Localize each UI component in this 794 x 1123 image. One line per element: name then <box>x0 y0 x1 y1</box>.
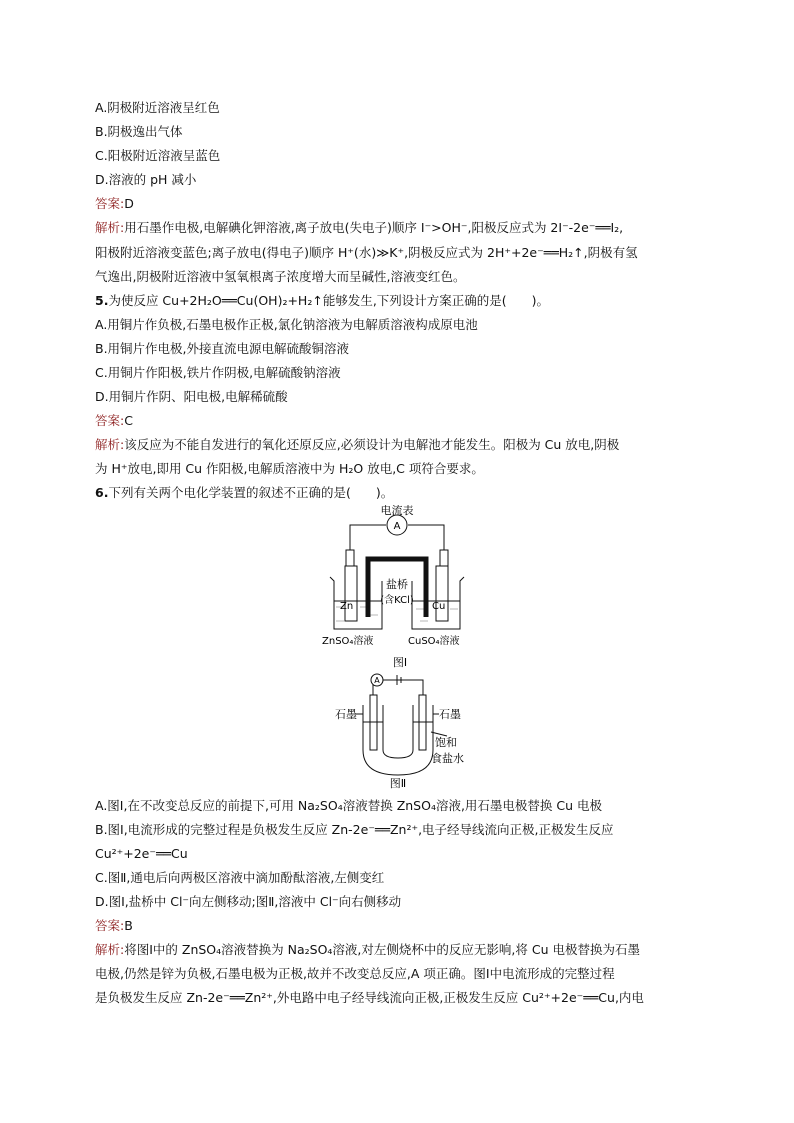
q6-answer <box>95 916 133 936</box>
q6-option-a: A.图Ⅰ,在不改变总反应的前提下,可用 Na₂SO₄溶液替换 ZnSO₄溶液,用石墨电极替换 Cu 电极 <box>95 798 603 813</box>
q6-option-b-cont: Cu²⁺+2e⁻══Cu <box>95 846 188 861</box>
q4-analysis-line-1 <box>95 218 623 238</box>
answer-value: D <box>124 196 134 211</box>
q6-stem <box>95 483 393 503</box>
q4-analysis-line-3: 气逸出,阴极附近溶液中氢氧根离子浓度增大而呈碱性,溶液变红色。 <box>95 269 466 284</box>
answer-label: 答案: <box>95 918 125 933</box>
ammeter-symbol: A <box>393 521 401 532</box>
q5-analysis-line-1 <box>95 435 619 455</box>
left-graphite-label: 石墨 <box>335 708 357 721</box>
salt-bridge-sub-label: (含KCl) <box>380 595 414 606</box>
q5-option-d: D.用铜片作阴、阳电极,电解稀硫酸 <box>95 389 288 404</box>
question-number: 6. <box>95 485 109 500</box>
q5-option-a: A.用铜片作负极,石墨电极作正极,氯化钠溶液为电解质溶液构成原电池 <box>95 317 478 332</box>
q5-option-c: C.用铜片作阳极,铁片作阴极,电解硫酸钠溶液 <box>95 365 341 380</box>
q4-option-d: D.溶液的 pH 减小 <box>95 172 197 187</box>
analysis-label: 解析: <box>95 942 125 957</box>
salt-bridge-label: 盐桥 <box>386 578 408 591</box>
brine-label: 食盐水 <box>431 752 464 765</box>
q4-option-a: A.阴极附近溶液呈红色 <box>95 100 220 115</box>
question-text: 下列有关两个电化学装置的叙述不正确的是( )。 <box>108 485 394 500</box>
znso4-label: ZnSO₄溶液 <box>322 636 374 647</box>
q4-option-b: B.阴极逸出气体 <box>95 124 183 139</box>
q5-option-b: B.用铜片作电极,外接直流电源电解硫酸铜溶液 <box>95 341 350 356</box>
q6-option-b: B.图Ⅰ,电流形成的完整过程是负极发生反应 Zn-2e⁻══Zn²⁺,电子经导线流向正极,正极发生反应 <box>95 822 614 837</box>
q6-analysis-line-2: 电极,仍然是锌为负极,石墨电极为正极,故并不改变总反应,A 项正确。图Ⅰ中电流形成的完整过程 <box>95 966 615 981</box>
q4-option-c: C.阳极附近溶液呈蓝色 <box>95 148 221 163</box>
figure-2-u-tube <box>335 670 465 790</box>
figure-1-galvanic-cell <box>320 505 480 670</box>
question-text: 为使反应 Cu+2H₂O══Cu(OH)₂+H₂↑能够发生,下列设计方案正确的是( )。 <box>108 293 550 308</box>
zn-electrode-label: Zn <box>340 601 354 612</box>
q4-answer <box>95 194 134 214</box>
ammeter-label: 电流表 <box>380 505 414 517</box>
q6-option-d: D.图Ⅰ,盐桥中 Cl⁻向左侧移动;图Ⅱ,溶液中 Cl⁻向右侧移动 <box>95 894 402 909</box>
figure-2-caption: 图Ⅱ <box>389 777 407 790</box>
analysis-text: 用石墨作电极,电解碘化钾溶液,离子放电(失电子)顺序 I⁻>OH⁻,阳极反应式为 2I⁻-2e⁻══I₂, <box>124 220 624 235</box>
right-graphite-label: 石墨 <box>439 708 461 721</box>
analysis-label: 解析: <box>95 220 125 235</box>
answer-label: 答案: <box>95 196 125 211</box>
analysis-text: 将图Ⅰ中的 ZnSO₄溶液替换为 Na₂SO₄溶液,对左侧烧杯中的反应无影响,将 Cu 电极替换为石墨 <box>124 942 640 957</box>
q6-analysis-line-3: 是负极发生反应 Zn-2e⁻══Zn²⁺,外电路中电子经导线流向正极,正极发生反应 Cu²⁺+2e⁻══Cu,内电 <box>95 990 644 1005</box>
answer-label: 答案: <box>95 413 125 428</box>
q5-answer <box>95 411 133 431</box>
saturated-label: 饱和 <box>435 736 457 749</box>
analysis-text: 该反应为不能自发进行的氧化还原反应,必须设计为电解池才能发生。阳极为 Cu 放电,阴极 <box>124 437 620 452</box>
q4-analysis-line-2: 阳极附近溶液变蓝色;离子放电(得电子)顺序 H⁺(水)≫K⁺,阴极反应式为 2H⁺+2e⁻══H₂↑,阴极有氢 <box>95 245 638 260</box>
figure-1-caption: 图Ⅰ <box>392 656 408 669</box>
ammeter-symbol: A <box>374 676 380 685</box>
cu-electrode-label: Cu <box>432 601 446 612</box>
answer-value: B <box>124 918 133 933</box>
q6-option-c: C.图Ⅱ,通电后向两极区溶液中滴加酚酞溶液,左侧变红 <box>95 870 385 885</box>
q5-stem <box>95 291 549 311</box>
question-number: 5. <box>95 293 109 308</box>
cuso4-label: CuSO₄溶液 <box>408 636 460 647</box>
q5-analysis-line-2: 为 H⁺放电,即用 Cu 作阳极,电解质溶液中为 H₂O 放电,C 项符合要求。 <box>95 461 484 476</box>
q6-analysis-line-1 <box>95 940 640 960</box>
answer-value: C <box>124 413 133 428</box>
analysis-label: 解析: <box>95 437 125 452</box>
